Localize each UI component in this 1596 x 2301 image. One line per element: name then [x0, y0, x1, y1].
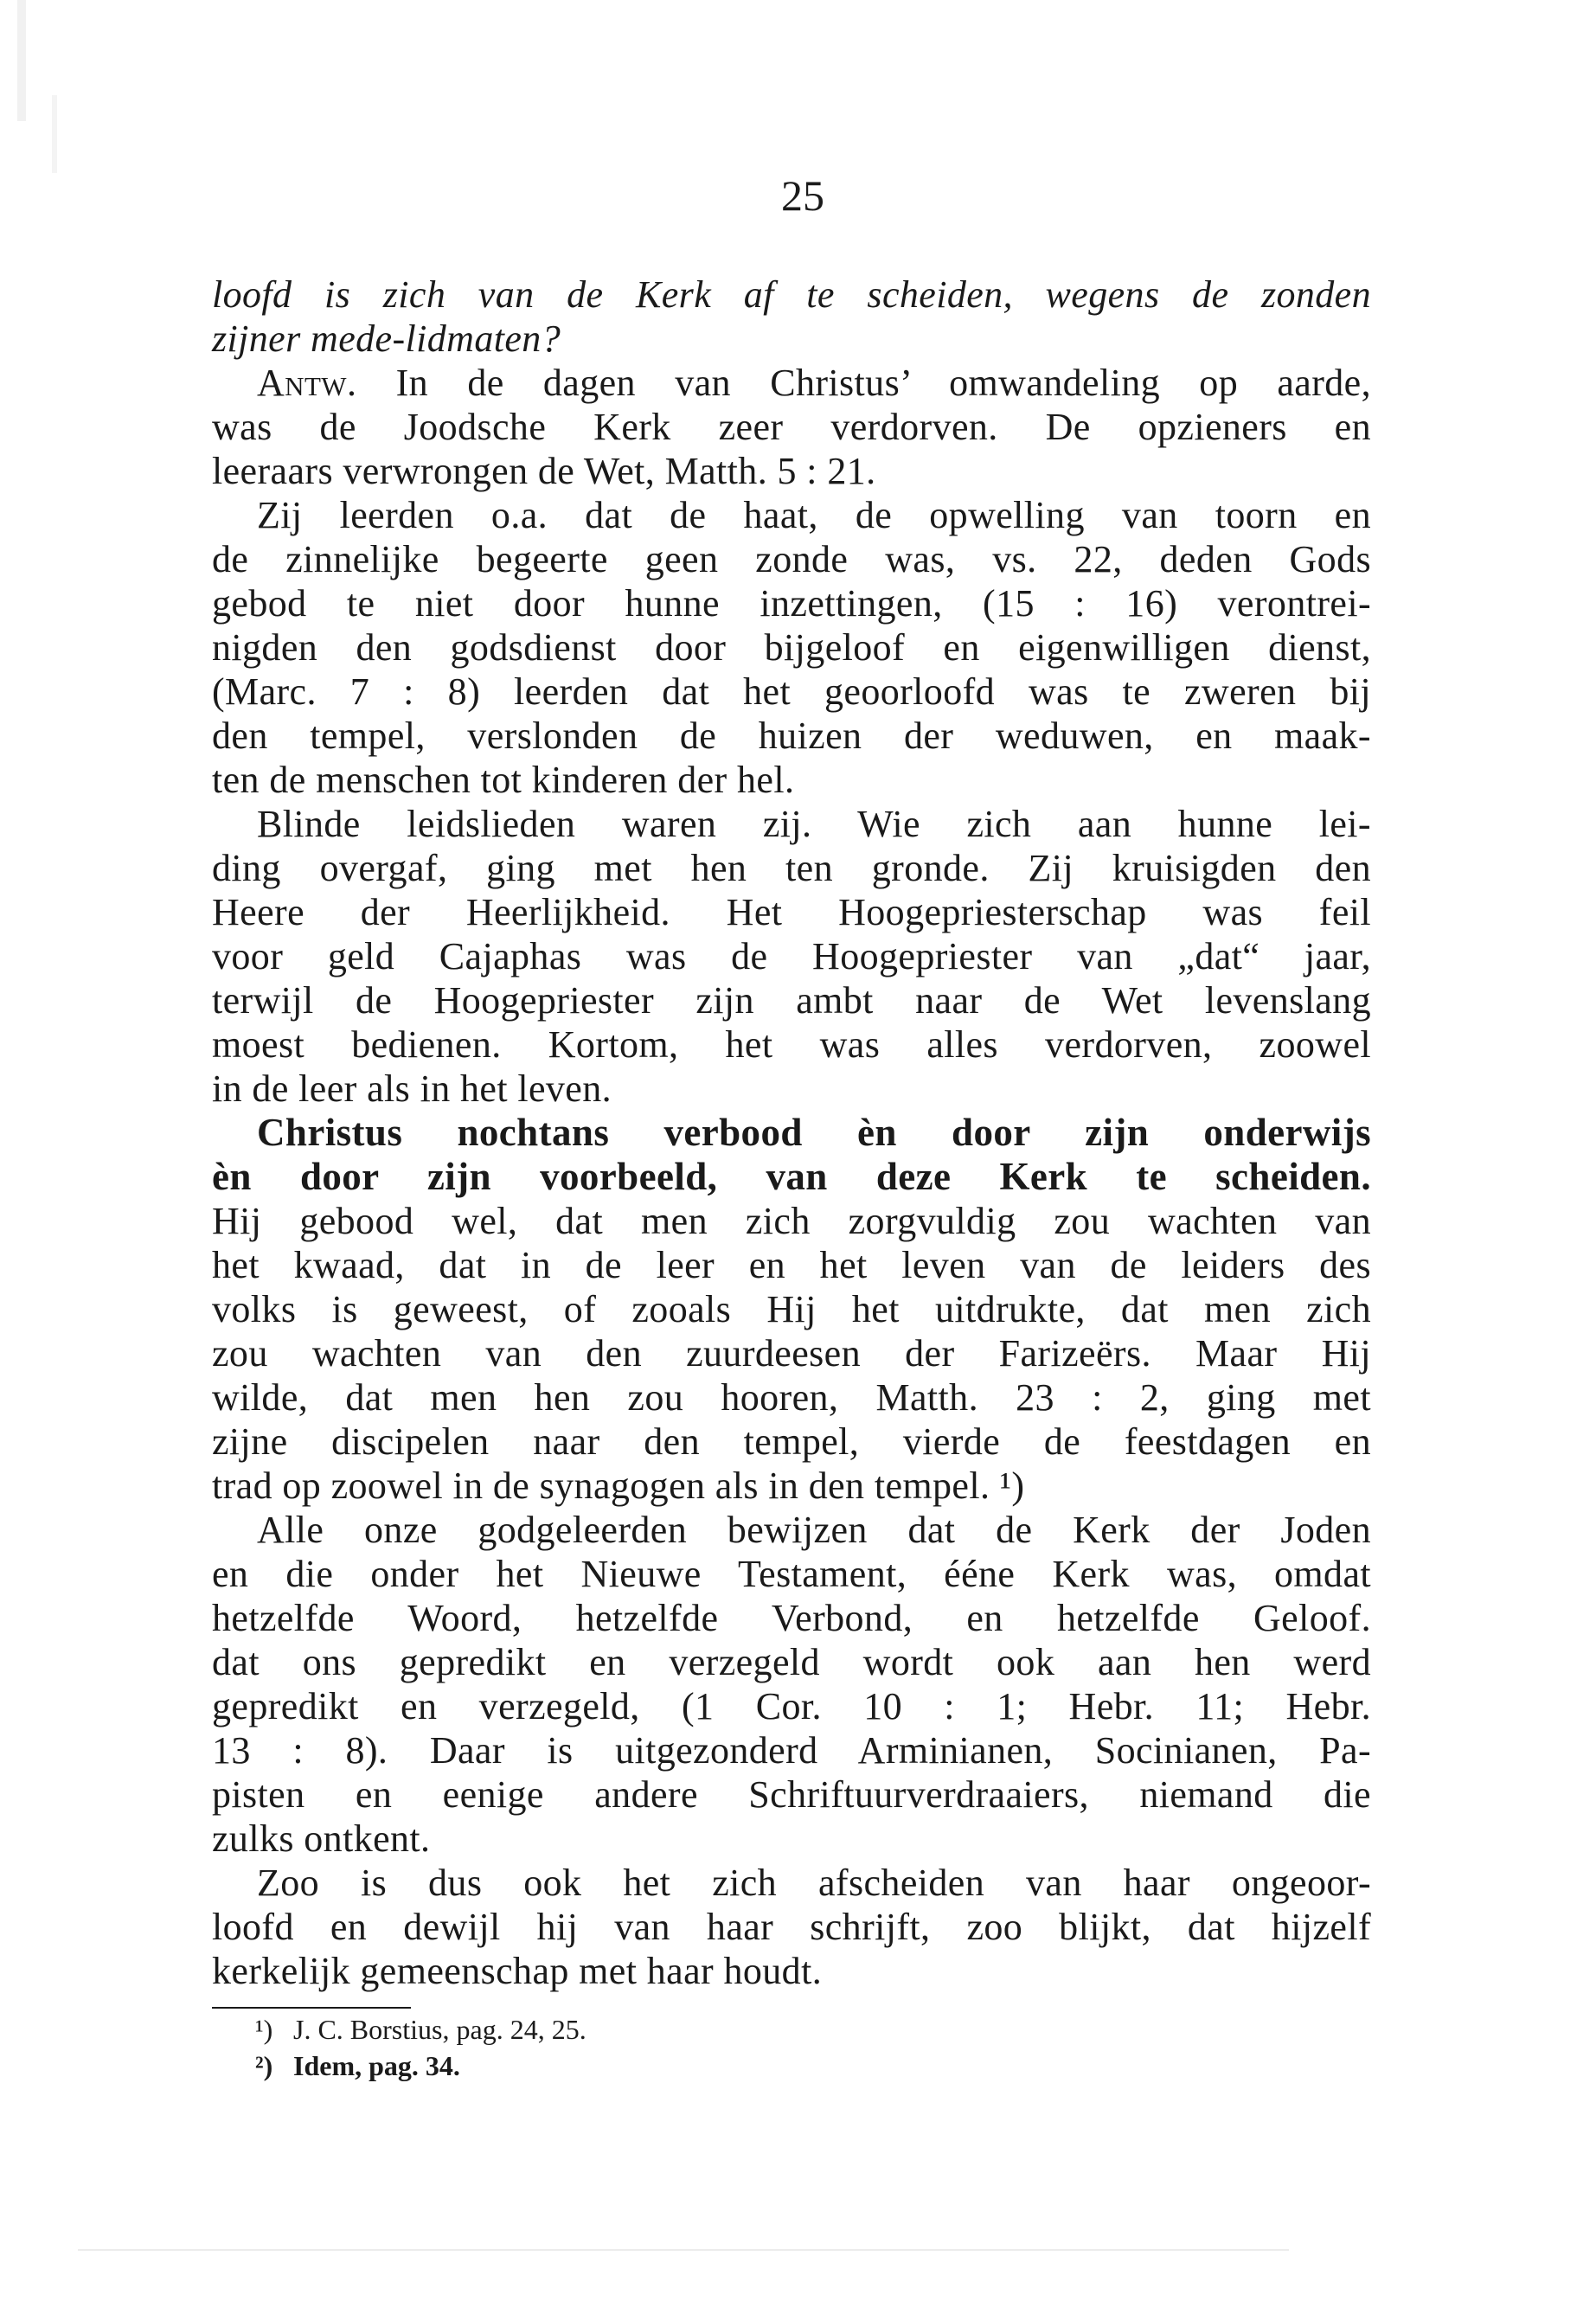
paragraph-line: leeraars verwrongen de Wet, Matth. 5 : 21.	[212, 450, 876, 492]
paragraph-line: en die onder het Nieuwe Testament, ééne Kerk was, omdat	[212, 1553, 1371, 1595]
footnotes	[255, 2011, 1034, 2084]
bold-statement-line-1: Christus nochtans verbood èn door zijn onderwijs	[257, 1111, 1371, 1154]
paragraph-line: Blinde leidslieden waren zij. Wie zich aan hunne lei-	[257, 803, 1371, 845]
paragraph-line: het kwaad, dat in de leer en het leven van de leiders des	[212, 1244, 1371, 1286]
paragraph-line: was de Joodsche Kerk zeer verdorven. De opzieners en	[212, 406, 1371, 448]
footnote-mark: ¹)	[255, 2014, 273, 2045]
footnote-1	[255, 2011, 1034, 2048]
paragraph-line: voor geld Cajaphas was de Hoogepriester van „dat“ jaar,	[212, 935, 1371, 977]
footnote-text: Idem, pag. 34.	[293, 2050, 460, 2081]
paragraph-line: den tempel, verslonden de huizen der weduwen, en maak-	[212, 715, 1371, 757]
question-line-2: zijner mede-lidmaten?	[212, 317, 561, 360]
paragraph-line: nigden den godsdienst door bijgeloof en eigenwilligen dienst,	[212, 626, 1371, 669]
paragraph-line: gebod te niet door hunne inzettingen, (15 : 16) verontrei-	[212, 582, 1371, 625]
paragraph-line: loofd en dewijl hij van haar schrijft, zoo blijkt, dat hijzelf	[212, 1906, 1371, 1948]
paragraph-line: Zij leerden o.a. dat de haat, de opwelling van toorn en	[257, 494, 1371, 536]
scan-speck	[52, 95, 57, 173]
footnote-text: J. C. Borstius, pag. 24, 25.	[293, 2014, 586, 2045]
footnote-divider	[212, 2007, 411, 2009]
paragraph-line: kerkelijk gemeenschap met haar houdt.	[212, 1950, 823, 1992]
paragraph-line: wilde, dat men hen zou hooren, Matth. 23 : 2, ging met	[212, 1376, 1371, 1419]
bold-statement-line-2: èn door zijn voorbeeld, van deze Kerk te scheiden.	[212, 1155, 1371, 1198]
page-number: 25	[781, 171, 824, 220]
paragraph-line: ten de menschen tot kinderen der hel.	[212, 759, 795, 801]
paragraph-line: hetzelfde Woord, hetzelfde Verbond, en hetzelfde Geloof.	[212, 1597, 1371, 1639]
paragraph-line: gepredikt en verzegeld, (1 Cor. 10 : 1; Hebr. 11; Hebr.	[212, 1685, 1371, 1727]
paragraph-line: dat ons gepredikt en verzegeld wordt ook aan hen werd	[212, 1641, 1371, 1683]
paragraph-line: Hij gebood wel, dat men zich zorgvuldig zou wachten van	[212, 1200, 1371, 1242]
paragraph-line: in de leer als in het leven.	[212, 1067, 612, 1110]
paragraph-line: zijne discipelen naar den tempel, vierde de feestdagen en	[212, 1420, 1371, 1463]
question-line-1: loofd is zich van de Kerk af te scheiden, wegens de zonden	[212, 273, 1371, 316]
paragraph-line: Zoo is dus ook het zich afscheiden van haar ongeoor-	[257, 1862, 1371, 1904]
paragraph-line: (Marc. 7 : 8) leerden dat het geoorloofd was te zweren bij	[212, 670, 1371, 713]
body-text	[212, 272, 1371, 1993]
scan-speck	[78, 2249, 1289, 2251]
paragraph-line: zou wachten van den zuurdeesen der Farizeërs. Maar Hij	[212, 1332, 1371, 1375]
paragraph-line: 13 : 8). Daar is uitgezonderd Arminianen, Socinianen, Pa-	[212, 1729, 1371, 1772]
paragraph-line: Heere der Heerlijkheid. Het Hoogepriesterschap was feil	[212, 891, 1371, 933]
answer-label: Antw.	[257, 362, 357, 404]
paragraph-line: terwijl de Hoogepriester zijn ambt naar de Wet levenslang	[212, 979, 1371, 1022]
paragraph-line: trad op zoowel in de synagogen als in den tempel. ¹)	[212, 1465, 1025, 1507]
answer-line-1	[212, 361, 1371, 405]
footnote-mark: ²)	[255, 2050, 273, 2081]
paragraph-line: ding overgaf, ging met hen ten gronde. Zij kruisigden den	[212, 847, 1371, 889]
paragraph-line: zulks ontkent.	[212, 1817, 431, 1860]
paragraph-line: de zinnelijke begeerte geen zonde was, vs. 22, deden Gods	[212, 538, 1371, 580]
answer-text: In de dagen van Christus’ omwandeling op aarde,	[356, 362, 1371, 404]
scan-speck	[17, 0, 26, 121]
paragraph-line: Alle onze godgeleerden bewijzen dat de Kerk der Joden	[257, 1509, 1371, 1551]
paragraph-line: moest bedienen. Kortom, het was alles verdorven, zoowel	[212, 1023, 1371, 1066]
paragraph-line: volks is geweest, of zooals Hij het uitdrukte, dat men zich	[212, 1288, 1371, 1330]
paragraph-line: pisten en eenige andere Schriftuurverdraaiers, niemand die	[212, 1773, 1371, 1816]
footnote-2	[255, 2048, 1034, 2084]
